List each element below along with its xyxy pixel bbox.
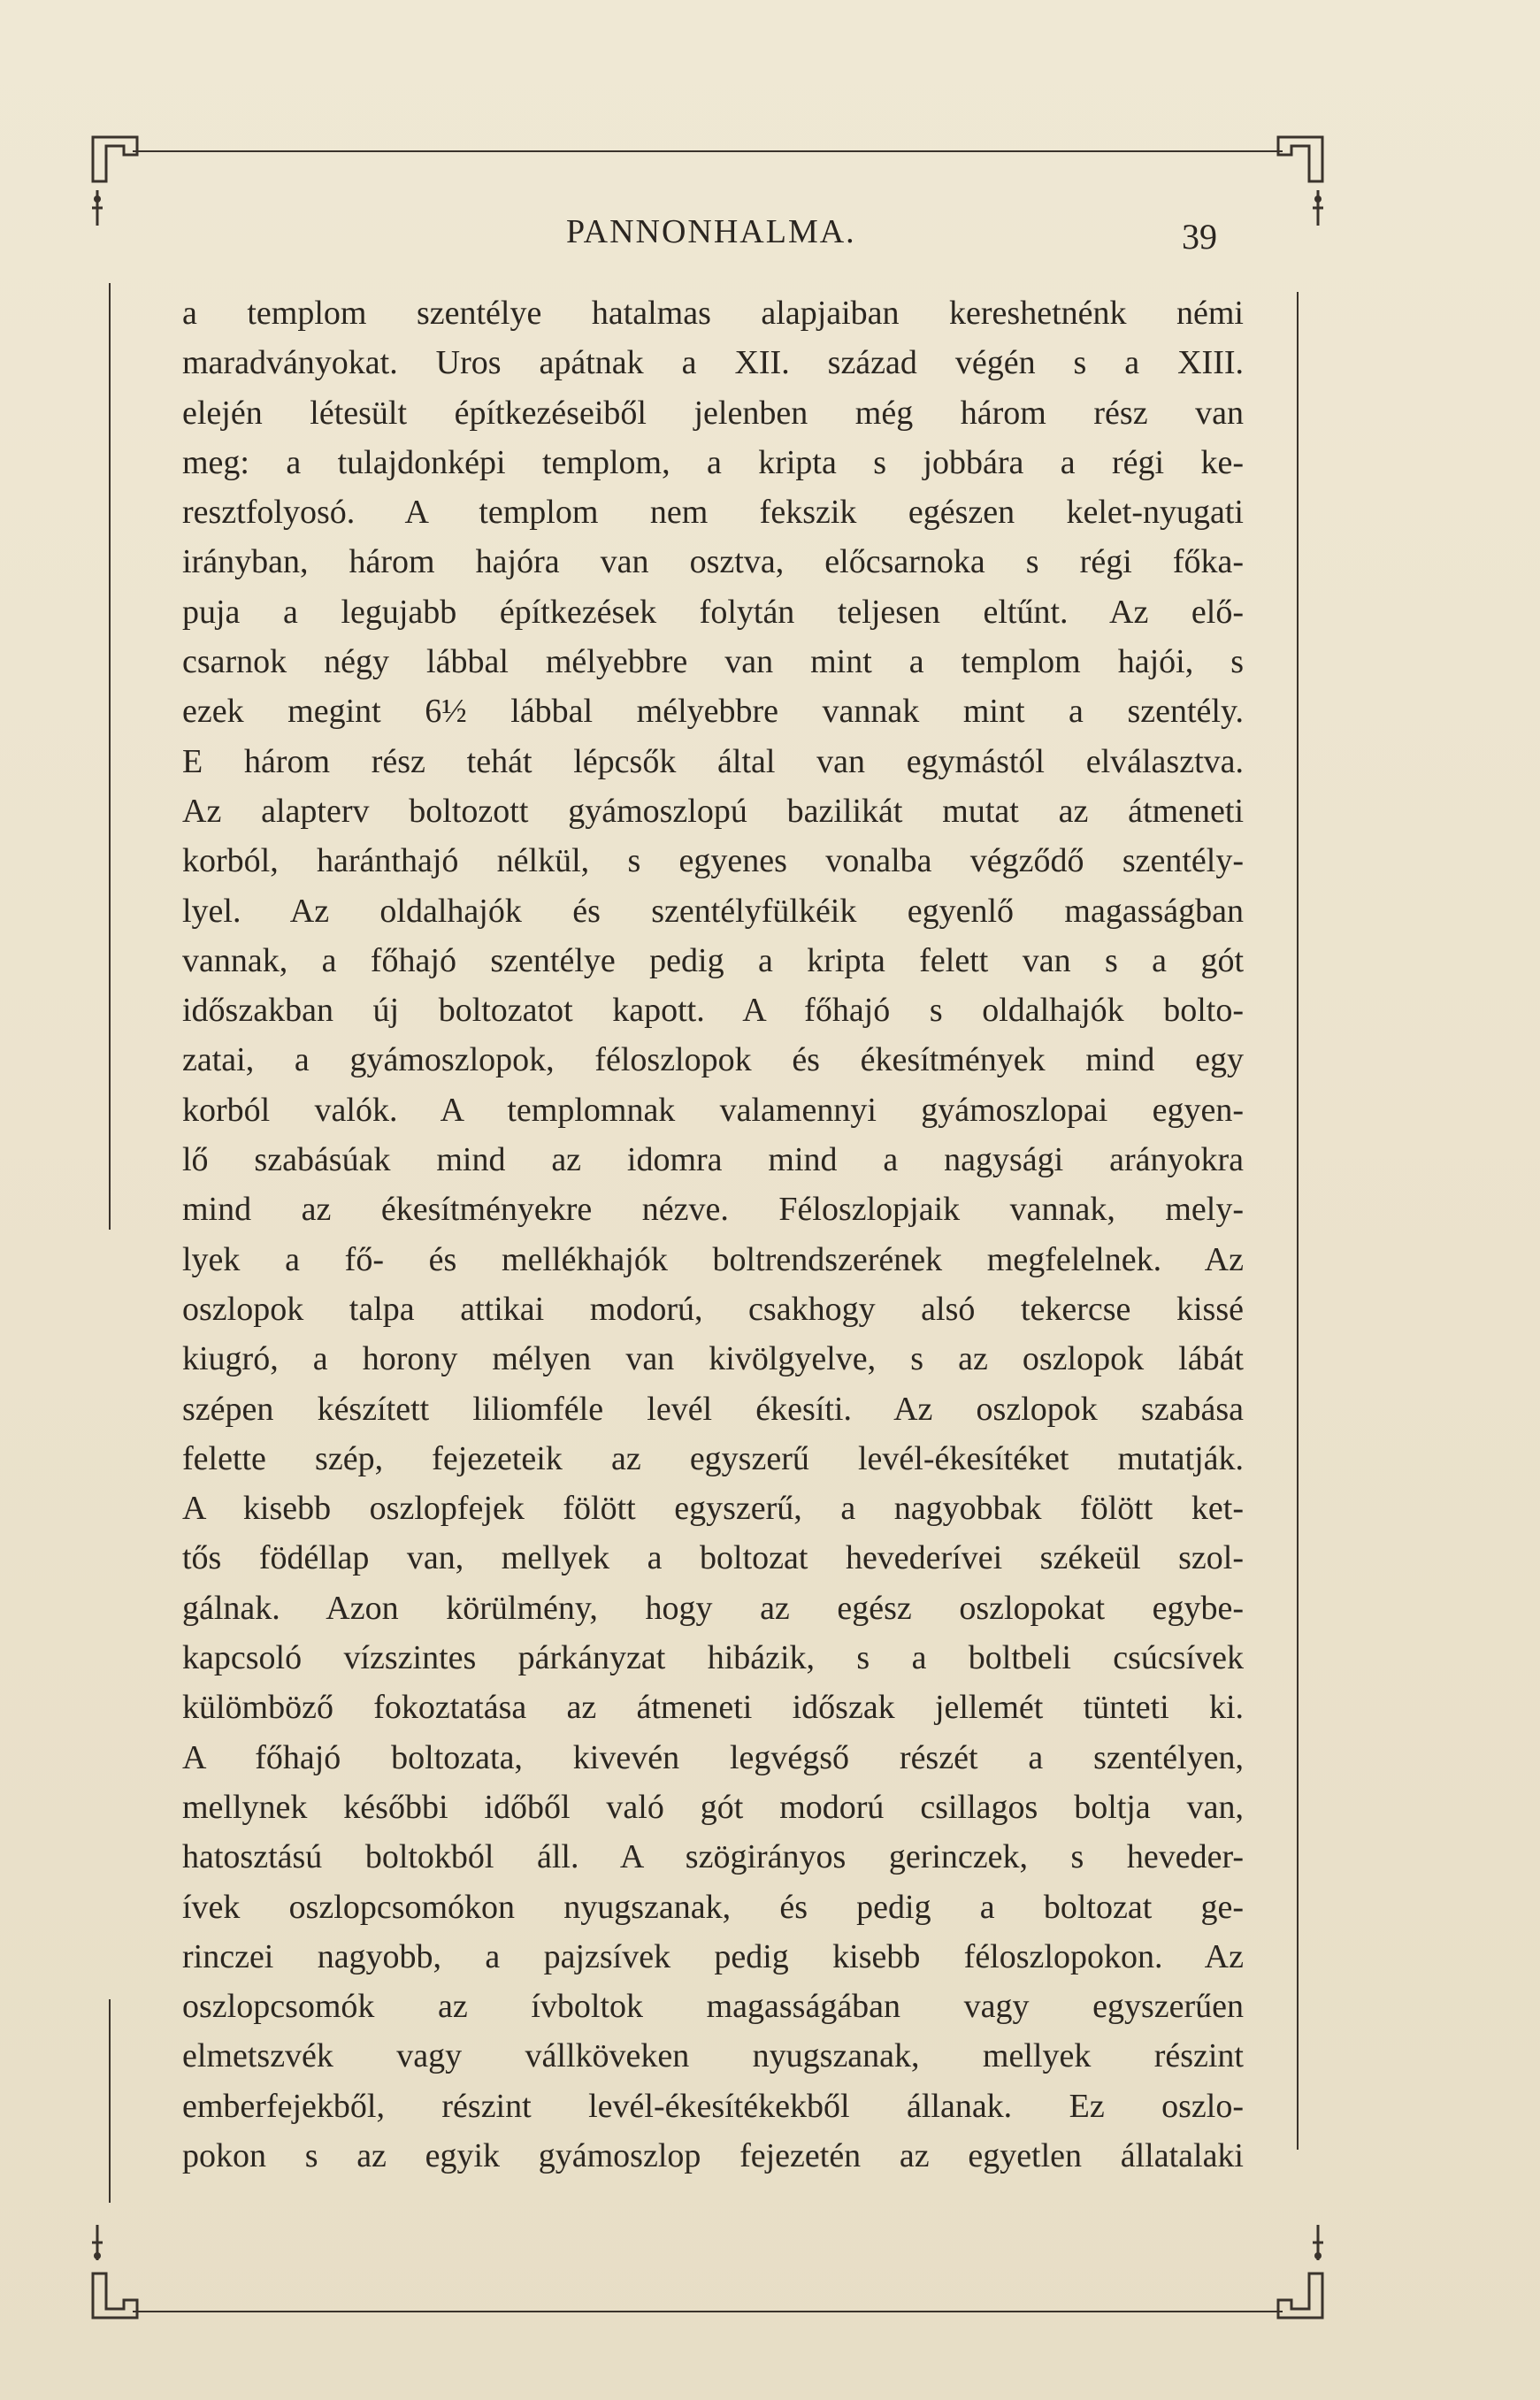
bottom-right-corner-ornament-icon — [1274, 2220, 1327, 2327]
text-line: Az alapterv boltozott gyámoszlopú bazilikát mutat az átmeneti — [182, 792, 1244, 830]
page-number: 39 — [1182, 217, 1217, 257]
text-line: pokon s az egyik gyámoszlop fejezetén az egyetlen állatalaki — [182, 2136, 1244, 2174]
text-line: korból valók. A templomnak valamennyi gyámoszlopai egyen- — [182, 1091, 1244, 1129]
text-line: kiugró, a horony mélyen van kivölgyelve, s az oszlopok lábát — [182, 1340, 1244, 1378]
text-line: ezek megint 6½ lábbal mélyebbre vannak mint a szentély. — [182, 693, 1244, 731]
text-line: csarnok négy lábbal mélyebbre van mint a templom hajói, s — [182, 643, 1244, 681]
left-rule-upper — [109, 283, 111, 1230]
text-line: resztfolyosó. A templom nem fekszik egészen kelet-nyugati — [182, 494, 1244, 532]
text-line: maradványokat. Uros apátnak a XII. század végén s a XIII. — [182, 344, 1244, 382]
text-line: ívek oszlopcsomókon nyugszanak, és pedig a boltozat ge- — [182, 1888, 1244, 1926]
text-line: hatosztású boltokból áll. A szögirányos gerinczek, s heveder- — [182, 1838, 1244, 1876]
text-line: tős födéllap van, mellyek a boltozat hevederívei székeül szol- — [182, 1539, 1244, 1577]
text-line: oszlopcsomók az ívboltok magasságában vagy egyszerűen — [182, 1988, 1244, 2026]
text-line: mind az ékesítményekre nézve. Féloszlopjaik vannak, mely- — [182, 1191, 1244, 1229]
text-line: korból, haránthajó nélkül, s egyenes vonalba végződő szentély- — [182, 842, 1244, 880]
text-line: a templom szentélye hatalmas alapjaiban kereshetnénk némi — [182, 295, 1244, 332]
left-rule-lower — [109, 1999, 111, 2203]
text-line: időszakban új boltozatot kapott. A főhajó s oldalhajók bolto- — [182, 992, 1244, 1030]
text-line: kapcsoló vízszintes párkányzat hibázik, s a boltbeli csúcsívek — [182, 1639, 1244, 1677]
text-line: meg: a tulajdonképi templom, a kripta s jobbára a régi ke- — [182, 443, 1244, 481]
text-line: irányban, három hajóra van osztva, előcsarnoka s régi főka- — [182, 543, 1244, 581]
top-rule — [133, 150, 1283, 152]
text-line: lő szabásúak mind az idomra mind a nagysági arányokra — [182, 1141, 1244, 1179]
right-rule — [1297, 292, 1299, 2150]
text-line: felette szép, fejezeteik az egyszerű levél-ékesítéket mutatják. — [182, 1439, 1244, 1477]
text-line: lyek a fő- és mellékhajók boltrendszerének megfelelnek. Az — [182, 1240, 1244, 1278]
top-right-corner-ornament-icon — [1274, 128, 1327, 234]
body-text — [182, 288, 1244, 2181]
text-line: elején létesült építkezéseiből jelenben még három rész van — [182, 394, 1244, 432]
running-title: PANNONHALMA. — [566, 213, 856, 250]
text-line: külömböző fokoztatása az átmeneti időszak jellemét tünteti ki. — [182, 1689, 1244, 1727]
text-line: gálnak. Azon körülmény, hogy az egész oszlopokat egybe- — [182, 1589, 1244, 1627]
text-line: rinczei nagyobb, a pajzsívek pedig kisebb féloszlopokon. Az — [182, 1937, 1244, 1975]
text-line: puja a legujabb építkezések folytán teljesen eltűnt. Az elő- — [182, 593, 1244, 631]
text-line: oszlopok talpa attikai modorú, csakhogy alsó tekercse kissé — [182, 1290, 1244, 1328]
text-line: E három rész tehát lépcsők által van egymástól elválasztva. — [182, 742, 1244, 780]
text-line: vannak, a főhajó szentélye pedig a kripta felett van s a gót — [182, 941, 1244, 979]
text-line: szépen készített liliomféle levél ékesíti. Az oszlopok szabása — [182, 1390, 1244, 1428]
text-line: emberfejekből, részint levél-ékesítékekből állanak. Ez oszlo- — [182, 2087, 1244, 2125]
text-line: elmetszvék vagy vállköveken nyugszanak, mellyek részint — [182, 2037, 1244, 2075]
text-line: mellynek későbbi időből való gót modorú csillagos boltja van, — [182, 1788, 1244, 1826]
top-left-corner-ornament-icon — [88, 128, 142, 234]
text-line: zatai, a gyámoszlopok, féloszlopok és ékesítmények mind egy — [182, 1041, 1244, 1079]
bottom-left-corner-ornament-icon — [88, 2220, 142, 2327]
bottom-rule — [133, 2311, 1283, 2312]
text-line: A kisebb oszlopfejek fölött egyszerű, a nagyobbak fölött ket- — [182, 1490, 1244, 1528]
text-line: lyel. Az oldalhajók és szentélyfülkéik egyenlő magasságban — [182, 892, 1244, 930]
text-line: A főhajó boltozata, kivevén legvégső részét a szentélyen, — [182, 1738, 1244, 1776]
